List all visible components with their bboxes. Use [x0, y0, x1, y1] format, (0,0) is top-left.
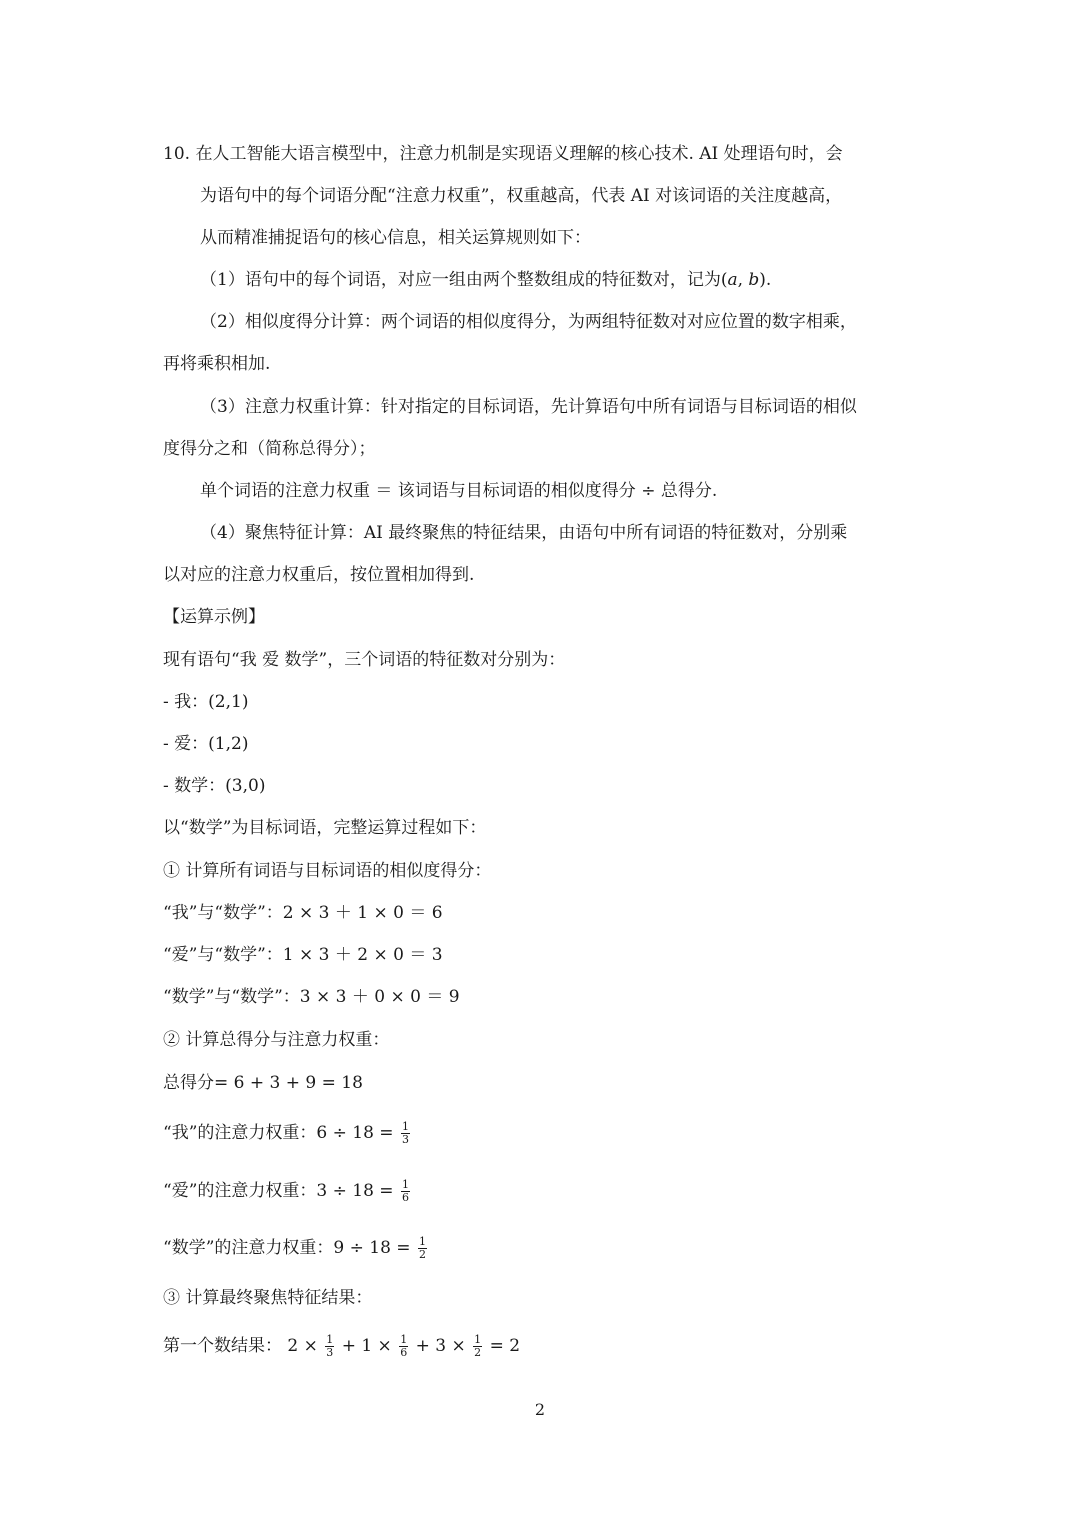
rule-4-line-1: （4）聚焦特征计算：AI 最终聚焦的特征结果，由语句中所有词语的特征数对，分别乘 — [200, 523, 848, 543]
step-3-title: ③ 计算最终聚焦特征结果： — [163, 1288, 373, 1308]
problem-number: 10. — [163, 144, 191, 164]
step-2-title: ② 计算总得分与注意力权重： — [163, 1030, 390, 1050]
problem-intro-line-1: 10. 在人工智能大语言模型中，注意力机制是实现语义理解的核心技术. AI 处理语句时，会 — [163, 144, 843, 164]
step-1-title: ① 计算所有词语与目标词语的相似度得分： — [163, 861, 492, 881]
rule-3-line-3: 单个词语的注意力权重 ＝ 该词语与目标词语的相似度得分 ÷ 总得分. — [200, 481, 718, 501]
fraction: $\frac{1}{2}$ — [474, 1333, 482, 1359]
problem-intro-line-2: 为语句中的每个词语分配“注意力权重”，权重越高，代表 AI 对该词语的关注度越高， — [200, 186, 843, 206]
rule-1: （1）语句中的每个词语，对应一组由两个整数组成的特征数对，记为(𝑎, 𝑏). — [200, 270, 772, 290]
first-number-result: 第一个数结果： 2 × $\frac{1}{3}$ + 1 × $\frac{1}{6}$ + 3 × $\frac{1}{2}$ = 2 — [163, 1333, 521, 1359]
weight-wo: “我”的注意力权重：6 ÷ 18 = $\frac{1}{3}$ — [163, 1120, 409, 1146]
weight-shuxue: “数学”的注意力权重：9 ÷ 18 = $\frac{1}{2}$ — [163, 1235, 426, 1261]
example-sentence: 现有语句“我 爱 数学”，三个词语的特征数对分别为： — [163, 650, 566, 670]
fraction: $\frac{1}{2}$ — [418, 1235, 426, 1261]
rule-2-line-2: 再将乘积相加. — [163, 354, 271, 374]
weight-ai: “爱”的注意力权重：3 ÷ 18 = $\frac{1}{6}$ — [163, 1178, 409, 1204]
rule-3-line-1: （3）注意力权重计算：针对指定的目标词语，先计算语句中所有词语与目标词语的相似 — [200, 397, 857, 417]
page-number: 2 — [534, 1400, 546, 1419]
fraction: $\frac{1}{3}$ — [326, 1333, 334, 1359]
target-word-line: 以“数学”为目标词语，完整运算过程如下： — [163, 818, 487, 838]
fraction: $\frac{1}{6}$ — [400, 1333, 408, 1359]
fraction: $\frac{1}{6}$ — [401, 1178, 409, 1204]
similarity-ai: “爱”与“数学”：1 × 3 ＋ 2 × 0 ＝ 3 — [163, 945, 443, 965]
rule-2-line-1: （2）相似度得分计算：两个词语的相似度得分，为两组特征数对对应位置的数字相乘， — [200, 312, 857, 332]
problem-intro-line-3: 从而精准捕捉语句的核心信息，相关运算规则如下： — [200, 228, 591, 248]
total-score: 总得分= 6 + 3 + 9 = 18 — [163, 1073, 363, 1093]
fraction: $\frac{1}{3}$ — [401, 1120, 409, 1146]
rule-4-line-2: 以对应的注意力权重后，按位置相加得到. — [163, 565, 475, 585]
rule-3-line-2: 度得分之和（简称总得分）； — [163, 439, 376, 459]
word-item-shuxue: - 数学：(3,0) — [163, 776, 266, 796]
example-heading: 【运算示例】 — [163, 607, 265, 627]
word-item-wo: - 我：(2,1) — [163, 692, 249, 712]
similarity-shuxue: “数学”与“数学”：3 × 3 ＋ 0 × 0 ＝ 9 — [163, 987, 460, 1007]
similarity-wo: “我”与“数学”：2 × 3 ＋ 1 × 0 ＝ 6 — [163, 903, 443, 923]
word-item-ai: - 爱：(1,2) — [163, 734, 249, 754]
